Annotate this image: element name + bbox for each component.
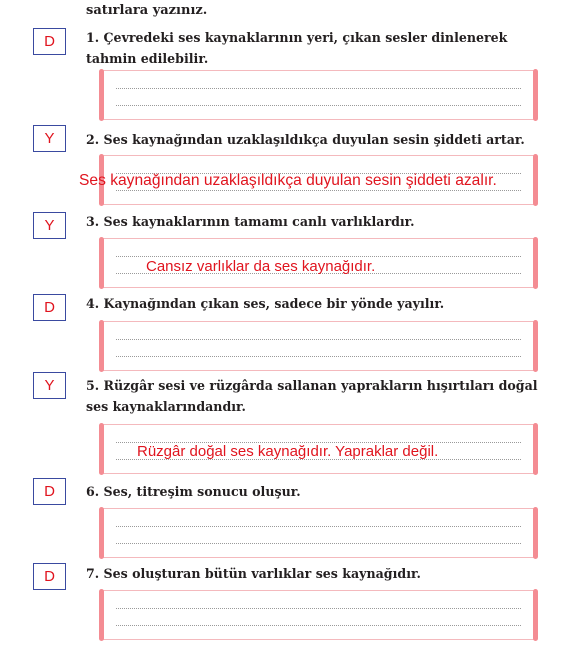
answer-mark-5[interactable]: Y bbox=[33, 372, 66, 399]
write-line bbox=[116, 105, 521, 106]
write-line bbox=[116, 608, 521, 609]
answer-box-7[interactable] bbox=[100, 590, 537, 640]
answer-mark-6[interactable]: D bbox=[33, 478, 66, 505]
question-text-6: 6. Ses, titreşim sonucu oluşur. bbox=[86, 484, 301, 499]
box-right-bar bbox=[533, 423, 538, 475]
answer-mark-4[interactable]: D bbox=[33, 294, 66, 321]
question-text-3: 3. Ses kaynaklarının tamamı canlı varlıklardır. bbox=[86, 214, 415, 229]
answer-box-6[interactable] bbox=[100, 508, 537, 558]
write-line bbox=[116, 625, 521, 626]
box-left-bar bbox=[99, 237, 104, 289]
answer-mark-2[interactable]: Y bbox=[33, 125, 66, 152]
question-text-2: 2. Ses kaynağından uzaklaşıldıkça duyulan sesin şiddeti artar. bbox=[86, 132, 525, 147]
question-text-4: 4. Kaynağından çıkan ses, sadece bir yönde yayılır. bbox=[86, 296, 445, 311]
answer-box-1[interactable] bbox=[100, 70, 537, 120]
write-line bbox=[116, 88, 521, 89]
box-right-bar bbox=[533, 69, 538, 121]
box-left-bar bbox=[99, 589, 104, 641]
answer-box-4[interactable] bbox=[100, 321, 537, 371]
write-line bbox=[116, 526, 521, 527]
answer-mark-7[interactable]: D bbox=[33, 563, 66, 590]
write-line bbox=[116, 256, 521, 257]
box-right-bar bbox=[533, 320, 538, 372]
write-line bbox=[116, 543, 521, 544]
box-left-bar bbox=[99, 320, 104, 372]
handwritten-answer-5: Rüzgâr doğal ses kaynağıdır. Yapraklar değil. bbox=[137, 443, 439, 460]
write-line bbox=[116, 190, 521, 191]
box-right-bar bbox=[533, 237, 538, 289]
answer-mark-3[interactable]: Y bbox=[33, 212, 66, 239]
box-right-bar bbox=[533, 154, 538, 206]
box-left-bar bbox=[99, 423, 104, 475]
question-text-7: 7. Ses oluşturan bütün varlıklar ses kaynağıdır. bbox=[86, 566, 421, 581]
write-line bbox=[116, 356, 521, 357]
handwritten-answer-2: Ses kaynağından uzaklaşıldıkça duyulan sesin şiddeti azalır. bbox=[79, 172, 497, 189]
box-left-bar bbox=[99, 69, 104, 121]
intro-text: satırlara yazınız. bbox=[86, 3, 208, 18]
write-line bbox=[116, 339, 521, 340]
question-text-1: 1. Çevredeki ses kaynaklarının yeri, çıkan sesler dinlenerek tahmin edilebilir. bbox=[86, 30, 508, 66]
box-left-bar bbox=[99, 507, 104, 559]
box-right-bar bbox=[533, 507, 538, 559]
box-right-bar bbox=[533, 589, 538, 641]
question-text-5: 5. Rüzgâr sesi ve rüzgârda sallanan yaprakların hışırtıları doğal ses kaynaklarındandır. bbox=[86, 378, 538, 414]
handwritten-answer-3: Cansız varlıklar da ses kaynağıdır. bbox=[146, 258, 376, 275]
answer-mark-1[interactable]: D bbox=[33, 28, 66, 55]
